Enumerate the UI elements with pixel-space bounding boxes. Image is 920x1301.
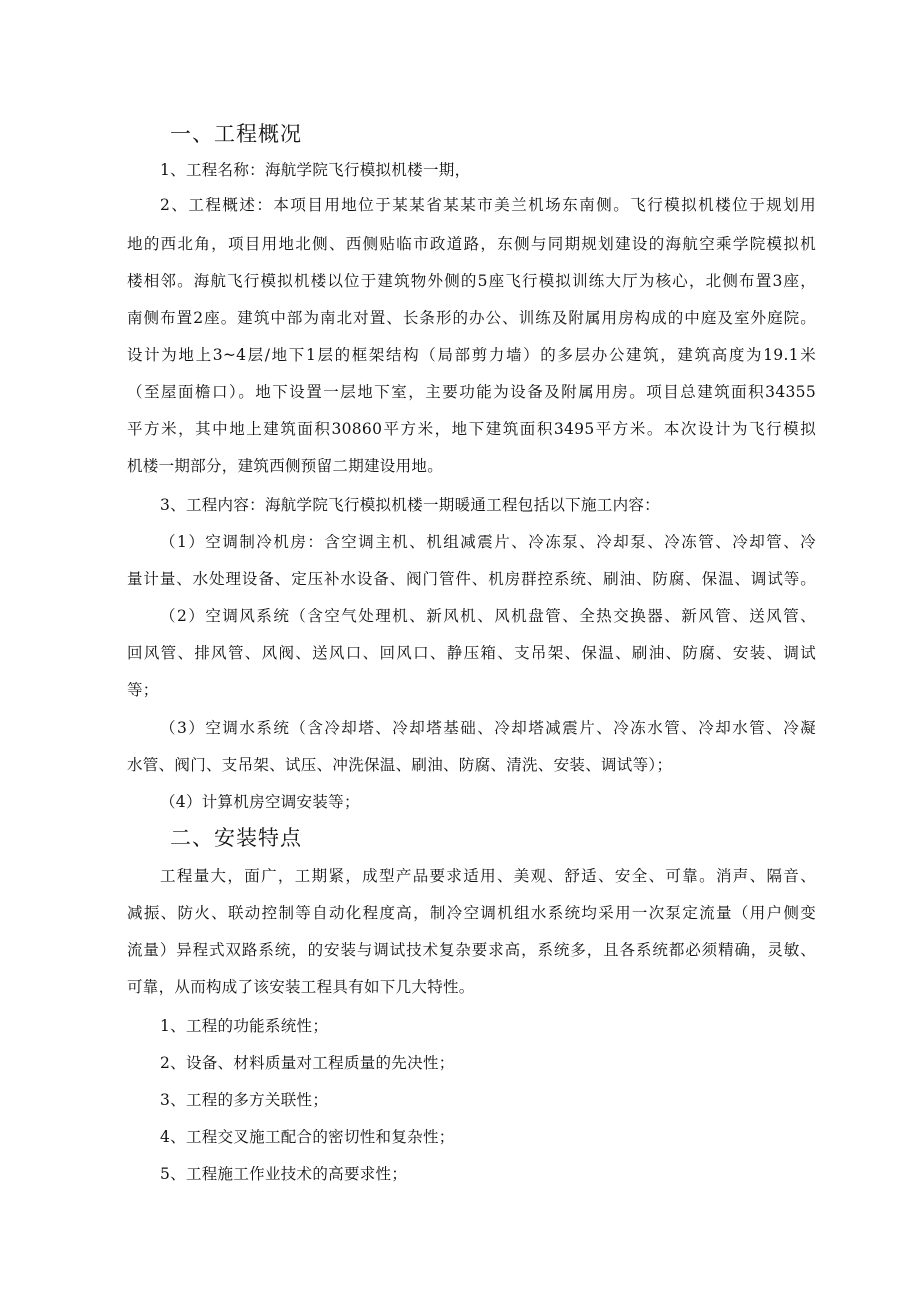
feature-list-item: 3、工程的多方关联性；	[160, 1091, 329, 1109]
overview-item-project-name: 1、工程名称：海航学院飞行模拟机楼一期，	[160, 161, 471, 179]
overview-item-summary-line: 地的西北角，项目用地北侧、西侧贴临市政道路，东侧与同期规划建设的海航空乘学院模拟机	[127, 235, 816, 253]
section-heading-features: 二、安装特点	[170, 826, 302, 850]
scope-subitem-air-system: 等；	[127, 681, 159, 699]
scope-subitem-chiller-room: 量计量、水处理设备、定压补水设备、阀门管件、机房群控系统、刷油、防腐、保温、调试等。	[127, 570, 816, 588]
features-paragraph-line: 可靠，从而构成了该安装工程具有如下几大特性。	[127, 978, 475, 996]
overview-item-summary-line: 2、工程概述：本项目用地位于某某省某某市美兰机场东南侧。飞行模拟机楼位于规划用	[160, 196, 816, 214]
overview-item-summary-line: 机楼一期部分，建筑西侧预留二期建设用地。	[127, 457, 444, 475]
feature-list-item: 4、工程交叉施工配合的密切性和复杂性；	[160, 1128, 455, 1146]
features-paragraph-line: 减振、防火、联动控制等自动化程度高，制冷空调机组水系统均采用一次泵定流量（用户侧变	[127, 904, 816, 922]
features-paragraph-line: 流量）异程式双路系统，的安装与调试技术复杂要求高，系统多，且各系统都必须精确，灵敏、	[127, 941, 816, 959]
scope-subitem-air-system: （2）空调风系统（含空气处理机、新风机、风机盘管、全热交换器、新风管、送风管、	[160, 607, 816, 625]
feature-list-item: 1、工程的功能系统性；	[160, 1017, 329, 1035]
overview-item-summary-line: 平方米，其中地上建筑面积30860平方米，地下建筑面积3495平方米。本次设计为飞行模拟	[127, 420, 816, 438]
scope-subitem-water-system: （3）空调水系统（含冷却塔、冷却塔基础、冷却塔减震片、冷冻水管、冷却水管、冷凝	[160, 719, 816, 737]
feature-list-item: 2、设备、材料质量对工程质量的先决性；	[160, 1054, 455, 1072]
overview-item-summary-line: 楼相邻。海航飞行模拟机楼以位于建筑物外侧的5座飞行模拟训练大厅为核心，北侧布置3座，	[127, 272, 816, 290]
section-heading-overview: 一、工程概况	[170, 122, 302, 146]
features-paragraph-line: 工程量大，面广，工期紧，成型产品要求适用、美观、舒适、安全、可靠。消声、隔音、	[160, 867, 816, 885]
scope-subitem-water-system: 水管、阀门、支吊架、试压、冲洗保温、刷油、防腐、清洗、安装、调试等）；	[127, 756, 673, 774]
overview-item-summary-line: （至屋面檐口）。地下设置一层地下室，主要功能为设备及附属用房。项目总建筑面积34355	[127, 383, 816, 401]
overview-item-scope: 3、工程内容：海航学院飞行模拟机楼一期暖通工程包括以下施工内容：	[160, 496, 660, 514]
overview-item-summary-line: 设计为地上3~4层/地下1层的框架结构（局部剪力墙）的多层办公建筑，建筑高度为19.1米	[127, 346, 816, 364]
overview-item-summary-line: 南侧布置2座。建筑中部为南北对置、长条形的办公、训练及附属用房构成的中庭及室外庭院。	[127, 309, 816, 327]
scope-subitem-computer-room: （4）计算机房空调安装等；	[160, 793, 360, 811]
scope-subitem-chiller-room: （1）空调制冷机房：含空调主机、机组减震片、冷冻泵、冷却泵、冷冻管、冷却管、冷	[160, 533, 816, 551]
feature-list-item: 5、工程施工作业技术的高要求性；	[160, 1165, 408, 1183]
scope-subitem-air-system: 回风管、排风管、风阀、送风口、回风口、静压箱、支吊架、保温、刷油、防腐、安装、调试	[127, 644, 816, 662]
